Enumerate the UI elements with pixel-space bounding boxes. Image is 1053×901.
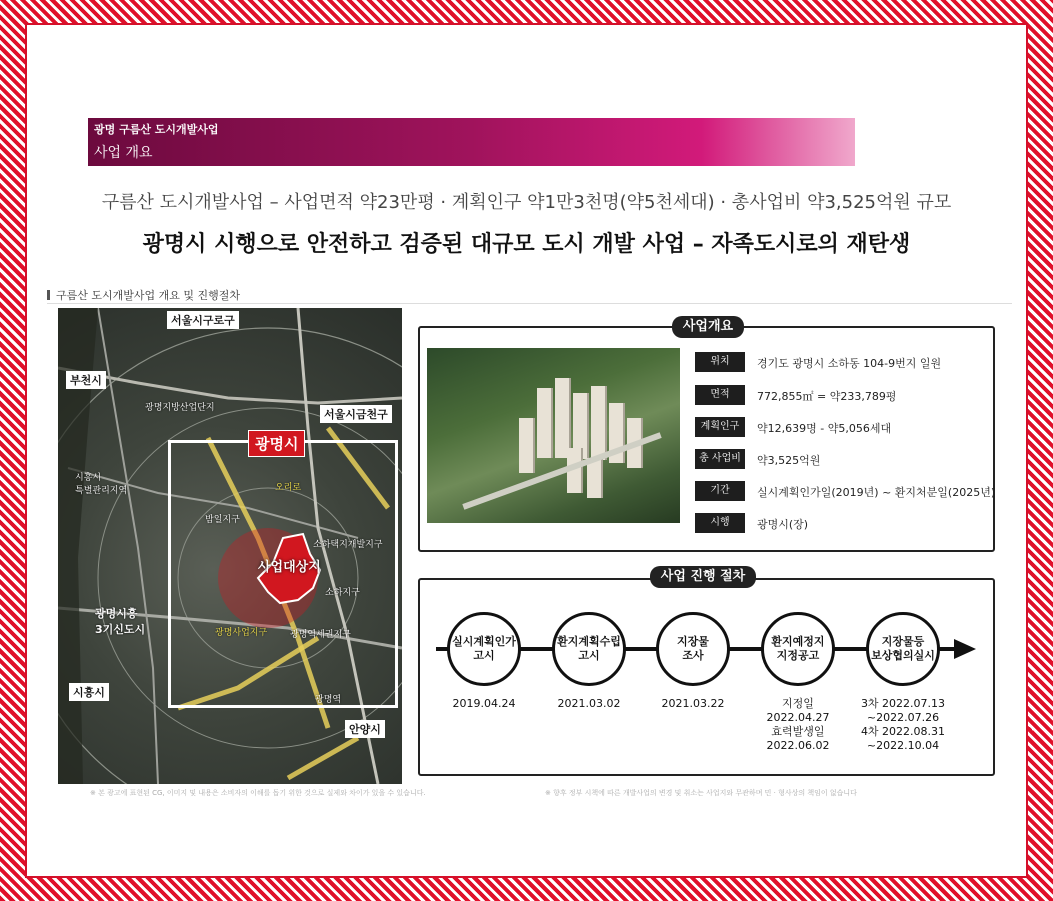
label-balsan: 밤일지구: [205, 515, 240, 525]
overview-value: 광명시(장): [757, 518, 809, 531]
process-date: 3차 2022.07.13 ~2022.07.26 4차 2022.08.31 ~2022.10.04: [860, 697, 946, 752]
overview-value: 약12,639명 - 약5,056세대: [757, 422, 892, 435]
label-sohadong: 소하택지개발지구: [313, 540, 383, 550]
banner-project: 광명 구름산 도시개발사업: [94, 123, 219, 136]
label-gwangmyeong: 광명시: [248, 430, 305, 457]
label-seoul-guro: 서울시구로구: [167, 311, 239, 329]
overview-value: 약3,525억원: [757, 454, 821, 467]
label-anyang: 안양시: [345, 720, 385, 738]
overview-label: 위치: [695, 352, 745, 372]
overview-value: 772,855㎡ = 약233,789평: [757, 390, 897, 403]
banner-section: 사업 개요: [94, 145, 153, 161]
overview-label: 총 사업비: [695, 449, 745, 469]
label-oryu: 오리로: [275, 483, 302, 493]
label-business: 광명사업지구: [215, 628, 268, 638]
process-title: 사업 진행 절차: [650, 566, 756, 588]
process-step: 지장물등 보상협의실시: [866, 612, 940, 686]
overview-value: 실시계획인가일(2019년) ~ 환지처분일(2025년): [757, 486, 996, 499]
label-bucheon: 부천시: [66, 371, 106, 389]
process-date: 2021.03.22: [661, 697, 725, 710]
subheading: 구름산 도시개발사업 – 사업면적 약23만평 · 계획인구 약1만3천명(약5천세대) · 총사업비 약3,525억원 규모: [101, 192, 952, 213]
process-step: 환지예정지 지정공고: [761, 612, 835, 686]
overview-label: 계획인구: [695, 417, 745, 437]
disclaimer-left: ※ 본 광고에 표현된 CG, 이미지 및 내용은 소비자의 이해를 돕기 위한 것으로 실제와 차이가 있을 수 있습니다.: [90, 789, 426, 797]
label-cheolsan: 광명지방산업단지: [145, 403, 215, 413]
overview-label: 면적: [695, 385, 745, 405]
label-station-area: 광명역세권지구: [290, 630, 351, 640]
process-step: 지장물 조사: [656, 612, 730, 686]
process-date: 2019.04.24: [452, 697, 516, 710]
label-seoul-geumcheon: 서울시금천구: [320, 405, 392, 423]
label-station: 광명역: [315, 695, 342, 705]
disclaimer-right: ※ 향후 정부 시책에 따른 개발사업의 변경 및 취소는 사업지와 무관하며 민 · 형사상의 책임이 없습니다: [545, 789, 857, 797]
process-date: 2021.03.02: [557, 697, 621, 710]
label-sohadong2: 소하지구: [325, 588, 360, 598]
section-divider: [47, 303, 1012, 304]
label-siheung: 시흥시: [69, 683, 109, 701]
title-banner: [88, 118, 855, 166]
overview-label: 기간: [695, 481, 745, 501]
section-title: 구름산 도시개발사업 개요 및 진행절차: [47, 287, 240, 303]
headline: 광명시 시행으로 안전하고 검증된 대규모 도시 개발 사업 – 자족도시로의 재탄생: [142, 232, 911, 257]
label-target: 사업대상지: [258, 560, 321, 575]
process-date: 지정일 2022.04.27 효력발생일 2022.06.02: [766, 697, 830, 752]
overview-value: 경기도 광명시 소하동 104-9번지 일원: [757, 357, 942, 370]
label-siheung-special: 시흥시 특별관리지역: [75, 473, 128, 496]
overview-title: 사업개요: [672, 316, 744, 338]
overview-label: 시행: [695, 513, 745, 533]
label-gwangmyeong-siheung: 광명시흥 3기신도시: [95, 607, 146, 636]
process-step: 실시계획인가 고시: [447, 612, 521, 686]
process-step: 환지계획수립 고시: [552, 612, 626, 686]
development-rendering: [427, 348, 680, 523]
timeline-arrow-icon: [954, 639, 976, 659]
